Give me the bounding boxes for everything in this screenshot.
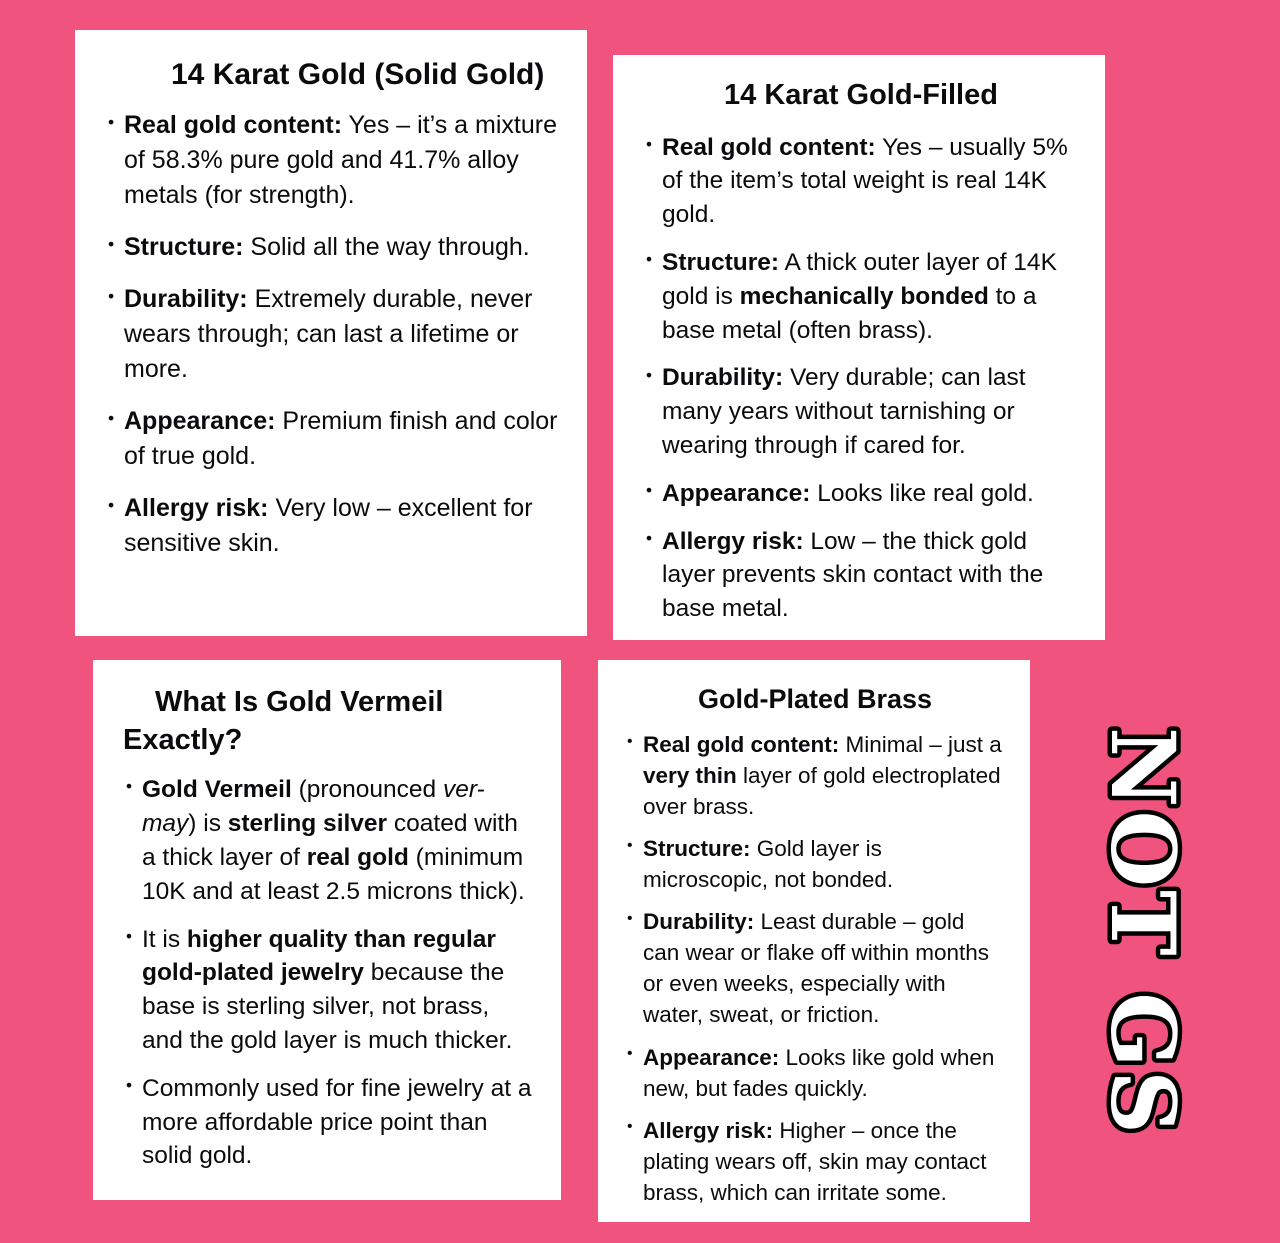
bullet-text-segment: ver-may [142, 776, 485, 838]
bullet-text-segment: Real gold content: [643, 732, 840, 758]
bullet-text-segment: (pronounced [291, 776, 443, 804]
bullet-text-segment: sterling silver [227, 810, 388, 838]
bullet-text-segment: ) is [188, 810, 228, 838]
bullet-text-segment: coated with a thick layer of [142, 810, 518, 871]
bullet-text-segment: mechanically bonded [739, 282, 989, 310]
card-title-gold-filled: 14 Karat Gold-Filled [724, 79, 998, 111]
bullet-list-gold-filled [643, 131, 1079, 626]
bullet-text-segment: Allergy risk: [643, 1117, 774, 1143]
bullet-text-segment: very thin [643, 763, 737, 789]
bullet-text-segment: higher quality than regular gold-plated jewelry [142, 925, 496, 987]
bullet-item [105, 282, 559, 387]
bullet-text-segment: Extremely durable, never wears through; can last a lifetime or more. [124, 285, 533, 383]
bullet-text-segment: It is [142, 925, 187, 953]
bullet-item [105, 404, 559, 474]
bullet-text-segment: Gold layer is microscopic, not bonded. [643, 836, 894, 893]
bullet-item [643, 477, 1079, 511]
bullet-text-segment: Looks like real gold. [810, 479, 1034, 507]
bullet-item [105, 491, 559, 561]
bullet-text-segment: Looks like gold when new, but fades quickly. [643, 1044, 995, 1101]
bullet-item [624, 906, 1006, 1030]
bullet-text-segment: Durability: [643, 909, 755, 935]
bullet-text-segment: Real gold content: [124, 111, 343, 139]
bullet-text-segment: Yes – usually 5% of the item’s total weight is real 14K gold. [662, 133, 1068, 229]
bullet-item [624, 729, 1006, 822]
bullet-text-segment: Structure: [662, 249, 780, 277]
card-14k-solid-gold [75, 30, 587, 636]
bullet-text-segment: Very durable; can last many years without tarnishing or wearing through if cared for. [662, 364, 1026, 460]
bullet-text-segment: Appearance: [643, 1044, 780, 1070]
bullet-text-segment: Very low – excellent for sensitive skin. [124, 494, 533, 557]
bullet-text-segment: Commonly used for fine jewelry at a more affordable price point than solid gold. [142, 1074, 532, 1170]
bullet-text-segment: Gold Vermeil [142, 776, 292, 804]
bullet-text-segment: Allergy risk: [662, 527, 804, 555]
bullet-text-segment: Low – the thick gold layer prevents skin contact with the base metal. [662, 527, 1044, 623]
bullet-text-segment: A thick outer layer of 14K gold is [662, 249, 1057, 310]
bullet-text-segment: (minimum 10K and at least 2.5 microns thick). [142, 843, 525, 905]
bullet-item [643, 525, 1079, 626]
bullet-item [123, 773, 535, 908]
bullet-text-segment: to a base metal (often brass). [662, 282, 1037, 344]
bullet-text-segment: Structure: [643, 836, 751, 862]
bullet-text-segment: layer of gold electroplated over brass. [643, 763, 1001, 820]
bullet-text-segment: Real gold content: [662, 133, 876, 161]
bullet-text-segment: real gold [306, 843, 409, 871]
bullet-list-gold-plated-brass [624, 729, 1006, 1208]
bullet-text-segment: Least durable – gold can wear or flake off within months or even weeks, especially with water, sweat, or friction. [643, 909, 990, 1028]
bullet-text-segment: Higher – once the plating wears off, skin may contact brass, which can irritate some. [643, 1117, 987, 1205]
bullet-item [105, 108, 559, 213]
card-title-gold-vermeil: What Is Gold Vermeil Exactly? [123, 686, 444, 756]
bullet-item [643, 361, 1079, 462]
bullet-text-segment: Yes – it’s a mixture of 58.3% pure gold and 41.7% alloy metals (for strength). [124, 111, 557, 209]
bullet-list-solid-gold [105, 108, 559, 561]
card-title-solid-gold: 14 Karat Gold (Solid Gold) [171, 58, 545, 91]
bullet-text-segment: Structure: [124, 233, 244, 261]
not-gs-stamp [1058, 722, 1228, 1142]
bullet-item [624, 833, 1006, 895]
card-gold-vermeil [93, 660, 561, 1200]
bullet-item [643, 246, 1079, 347]
bullet-item [643, 131, 1079, 232]
card-gold-plated-brass [598, 660, 1030, 1222]
bullet-text-segment: Premium finish and color of true gold. [124, 407, 558, 470]
card-14k-gold-filled [613, 55, 1105, 640]
bullet-item [105, 230, 559, 265]
bullet-text-segment: Minimal – just a [839, 732, 1002, 758]
bullet-item [123, 1072, 535, 1173]
not-gs-text: NOT GS [1091, 727, 1195, 1137]
bullet-text-segment: Durability: [662, 364, 784, 392]
bullet-list-gold-vermeil [123, 773, 535, 1173]
bullet-text-segment: Allergy risk: [124, 494, 269, 522]
bullet-item [123, 923, 535, 1058]
bullet-text-segment: Durability: [124, 285, 248, 313]
bullet-text-segment: because the base is sterling silver, not brass, and the gold layer is much thicker. [142, 959, 513, 1054]
bullet-item [624, 1115, 1006, 1208]
bullet-item [624, 1042, 1006, 1104]
bullet-text-segment: Appearance: [124, 407, 276, 435]
card-title-gold-plated-brass: Gold-Plated Brass [697, 684, 933, 714]
bullet-text-segment: Solid all the way through. [243, 233, 530, 261]
bullet-text-segment: Appearance: [662, 479, 811, 507]
